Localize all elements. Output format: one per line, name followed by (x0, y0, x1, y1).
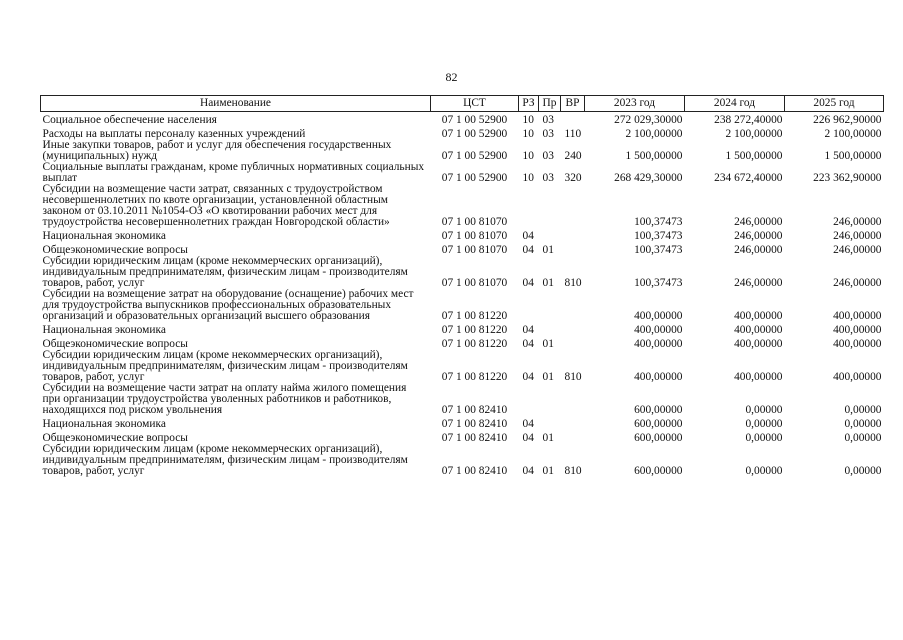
row-amount-2023: 100,37473 (634, 229, 683, 242)
row-amount-2025: 400,00000 (833, 309, 882, 322)
row-amount-2024: 2 100,00000 (725, 127, 783, 140)
header-2023: 2023 год (585, 96, 685, 112)
row-amount-2024: 400,00000 (734, 337, 783, 350)
row-amount-2024: 246,00000 (734, 215, 783, 228)
table-row (41, 140, 884, 162)
row-amount-2024: 0,00000 (745, 417, 783, 430)
header-name: Наименование (41, 96, 431, 112)
table-row (41, 350, 884, 383)
row-name: Субсидии на возмещение части затрат на оплату найма жилого помещения при организации трудоустройства уволенных работников и работников, находящихся под риском увольнения (42, 381, 407, 416)
header-pr: Пр (539, 96, 561, 112)
row-name: Субсидии юридическим лицам (кроме некоммерческих организаций), индивидуальным предпринимателям, физическим лицам - производителям товаров, работ, услуг (42, 442, 408, 477)
row-pr: 01 (542, 370, 554, 383)
row-amount-2023: 600,00000 (634, 417, 683, 430)
row-name: Социальное обеспечение населения (42, 113, 217, 126)
row-name: Национальная экономика (42, 323, 166, 336)
table-row (41, 112, 884, 126)
row-amount-2023: 100,37473 (634, 276, 683, 289)
row-rz: 04 (522, 431, 534, 444)
row-pr (539, 228, 561, 242)
row-amount-2023: 400,00000 (634, 323, 683, 336)
row-amount-2024: 234 672,40000 (714, 171, 783, 184)
row-rz: 04 (522, 337, 534, 350)
row-amount-2023: 600,00000 (634, 431, 683, 444)
row-amount-2024: 246,00000 (734, 276, 783, 289)
row-vr (561, 242, 585, 256)
row-amount-2023: 268 429,30000 (614, 171, 683, 184)
row-amount-2023: 100,37473 (634, 243, 683, 256)
row-vr (561, 228, 585, 242)
table-row (41, 322, 884, 336)
row-amount-2025: 400,00000 (833, 337, 882, 350)
row-rz: 04 (522, 229, 534, 242)
row-rz: 04 (522, 464, 534, 477)
row-amount-2025: 246,00000 (833, 243, 882, 256)
row-amount-2025: 223 362,90000 (813, 171, 882, 184)
row-amount-2024: 400,00000 (734, 370, 783, 383)
row-amount-2024: 246,00000 (734, 229, 783, 242)
table-row (41, 383, 884, 416)
header-cst: ЦСТ (431, 96, 519, 112)
row-vr (561, 336, 585, 350)
row-pr: 01 (542, 337, 554, 350)
row-vr: 810 (564, 370, 582, 383)
row-name: Общеэкономические вопросы (42, 243, 188, 256)
row-amount-2025: 0,00000 (844, 403, 882, 416)
row-amount-2023: 100,37473 (634, 215, 683, 228)
row-amount-2025: 2 100,00000 (824, 127, 882, 140)
row-rz: 10 (522, 149, 534, 162)
row-vr: 810 (564, 464, 582, 477)
row-rz: 04 (522, 243, 534, 256)
table-row (41, 228, 884, 242)
table-row (41, 430, 884, 444)
row-rz: 10 (522, 171, 534, 184)
row-vr (561, 430, 585, 444)
row-cst: 07 1 00 81070 (441, 229, 508, 242)
row-cst: 07 1 00 82410 (441, 403, 508, 416)
row-pr (539, 289, 561, 322)
row-pr: 03 (542, 113, 554, 126)
row-name: Расходы на выплаты персоналу казенных учреждений (42, 127, 306, 140)
row-amount-2025: 400,00000 (833, 370, 882, 383)
header-2024: 2024 год (685, 96, 785, 112)
row-cst: 07 1 00 52900 (441, 171, 508, 184)
row-amount-2025: 246,00000 (833, 229, 882, 242)
row-amount-2024: 0,00000 (745, 464, 783, 477)
header-vr: ВР (561, 96, 585, 112)
table-row (41, 162, 884, 184)
row-amount-2023: 400,00000 (634, 337, 683, 350)
row-vr (561, 184, 585, 228)
row-name: Субсидии на возмещение части затрат, связанных с трудоустройством несовершеннолетних по квоте организации, установленной областным законом от 03.10.2011 №1054-ОЗ «О квотировании рабочих мест для трудоустройства несовершеннолетних граждан Новгородской области» (42, 182, 390, 228)
table-row (41, 184, 884, 228)
header-2025: 2025 год (785, 96, 884, 112)
row-cst: 07 1 00 81220 (441, 337, 508, 350)
row-rz (519, 383, 539, 416)
row-amount-2023: 1 500,00000 (625, 149, 683, 162)
row-name: Общеэкономические вопросы (42, 337, 188, 350)
row-cst: 07 1 00 81070 (441, 215, 508, 228)
row-cst: 07 1 00 81070 (441, 243, 508, 256)
row-rz: 10 (522, 113, 534, 126)
row-cst: 07 1 00 52900 (441, 127, 508, 140)
row-amount-2024: 238 272,40000 (714, 113, 783, 126)
table-header-row (41, 96, 884, 112)
row-amount-2024: 1 500,00000 (725, 149, 783, 162)
row-amount-2025: 0,00000 (844, 417, 882, 430)
row-pr: 01 (542, 464, 554, 477)
row-cst: 07 1 00 52900 (441, 149, 508, 162)
row-rz (519, 289, 539, 322)
row-amount-2023: 600,00000 (634, 403, 683, 416)
row-amount-2024: 400,00000 (734, 323, 783, 336)
row-amount-2025: 246,00000 (833, 276, 882, 289)
page-number: 82 (445, 70, 458, 84)
row-cst: 07 1 00 52900 (441, 113, 508, 126)
row-rz: 10 (522, 127, 534, 140)
row-amount-2025: 246,00000 (833, 215, 882, 228)
row-vr: 240 (564, 149, 582, 162)
row-amount-2025: 400,00000 (833, 323, 882, 336)
row-pr: 01 (542, 243, 554, 256)
row-vr: 810 (564, 276, 582, 289)
row-pr: 01 (542, 276, 554, 289)
row-vr (561, 112, 585, 126)
row-amount-2024: 0,00000 (745, 431, 783, 444)
row-name: Общеэкономические вопросы (42, 431, 188, 444)
row-vr: 110 (564, 127, 582, 140)
row-name: Социальные выплаты гражданам, кроме публичных нормативных социальных выплат (42, 160, 425, 184)
row-cst: 07 1 00 82410 (441, 464, 508, 477)
row-vr (561, 289, 585, 322)
row-amount-2025: 0,00000 (844, 431, 882, 444)
row-rz: 04 (522, 370, 534, 383)
row-name: Субсидии юридическим лицам (кроме некоммерческих организаций), индивидуальным предпринимателям, физическим лицам - производителям товаров, работ, услуг (42, 254, 408, 289)
table-body (41, 112, 884, 477)
header-rz: РЗ (519, 96, 539, 112)
row-pr (539, 383, 561, 416)
row-amount-2024: 0,00000 (745, 403, 783, 416)
row-amount-2025: 1 500,00000 (824, 149, 882, 162)
row-amount-2024: 246,00000 (734, 243, 783, 256)
row-amount-2024: 400,00000 (734, 309, 783, 322)
row-pr (539, 184, 561, 228)
row-vr (561, 322, 585, 336)
row-pr: 03 (542, 171, 554, 184)
row-cst: 07 1 00 82410 (441, 417, 508, 430)
table-row (41, 242, 884, 256)
table-row (41, 126, 884, 140)
row-cst: 07 1 00 82410 (441, 431, 508, 444)
row-amount-2023: 2 100,00000 (625, 127, 683, 140)
row-pr (539, 416, 561, 430)
row-pr: 03 (542, 149, 554, 162)
table-row (41, 416, 884, 430)
row-rz: 04 (522, 323, 534, 336)
row-amount-2025: 226 962,90000 (813, 113, 882, 126)
row-cst: 07 1 00 81220 (441, 323, 508, 336)
row-amount-2023: 600,00000 (634, 464, 683, 477)
row-name: Национальная экономика (42, 229, 166, 242)
row-pr (539, 322, 561, 336)
row-pr: 01 (542, 431, 554, 444)
row-amount-2023: 272 029,30000 (614, 113, 683, 126)
row-cst: 07 1 00 81220 (441, 370, 508, 383)
row-pr: 03 (542, 127, 554, 140)
row-amount-2023: 400,00000 (634, 370, 683, 383)
table-row (41, 444, 884, 477)
table-row (41, 336, 884, 350)
row-rz: 04 (522, 417, 534, 430)
row-name: Национальная экономика (42, 417, 166, 430)
row-vr: 320 (564, 171, 582, 184)
table-row (41, 289, 884, 322)
row-cst: 07 1 00 81220 (441, 309, 508, 322)
row-rz: 04 (522, 276, 534, 289)
row-vr (561, 383, 585, 416)
row-rz (519, 184, 539, 228)
row-name: Субсидии на возмещение затрат на оборудование (оснащение) рабочих мест для трудоустройства выпускников профессиональных образовательных организаций и образовательных организаций высшего образования (42, 287, 414, 322)
row-name: Иные закупки товаров, работ и услуг для обеспечения государственных (муниципальных) нужд (42, 138, 392, 162)
row-amount-2023: 400,00000 (634, 309, 683, 322)
row-name: Субсидии юридическим лицам (кроме некоммерческих организаций), индивидуальным предпринимателям, физическим лицам - производителям товаров, работ, услуг (42, 348, 408, 383)
budget-table (40, 95, 884, 477)
table-row (41, 256, 884, 289)
row-vr (561, 416, 585, 430)
row-amount-2025: 0,00000 (844, 464, 882, 477)
row-cst: 07 1 00 81070 (441, 276, 508, 289)
